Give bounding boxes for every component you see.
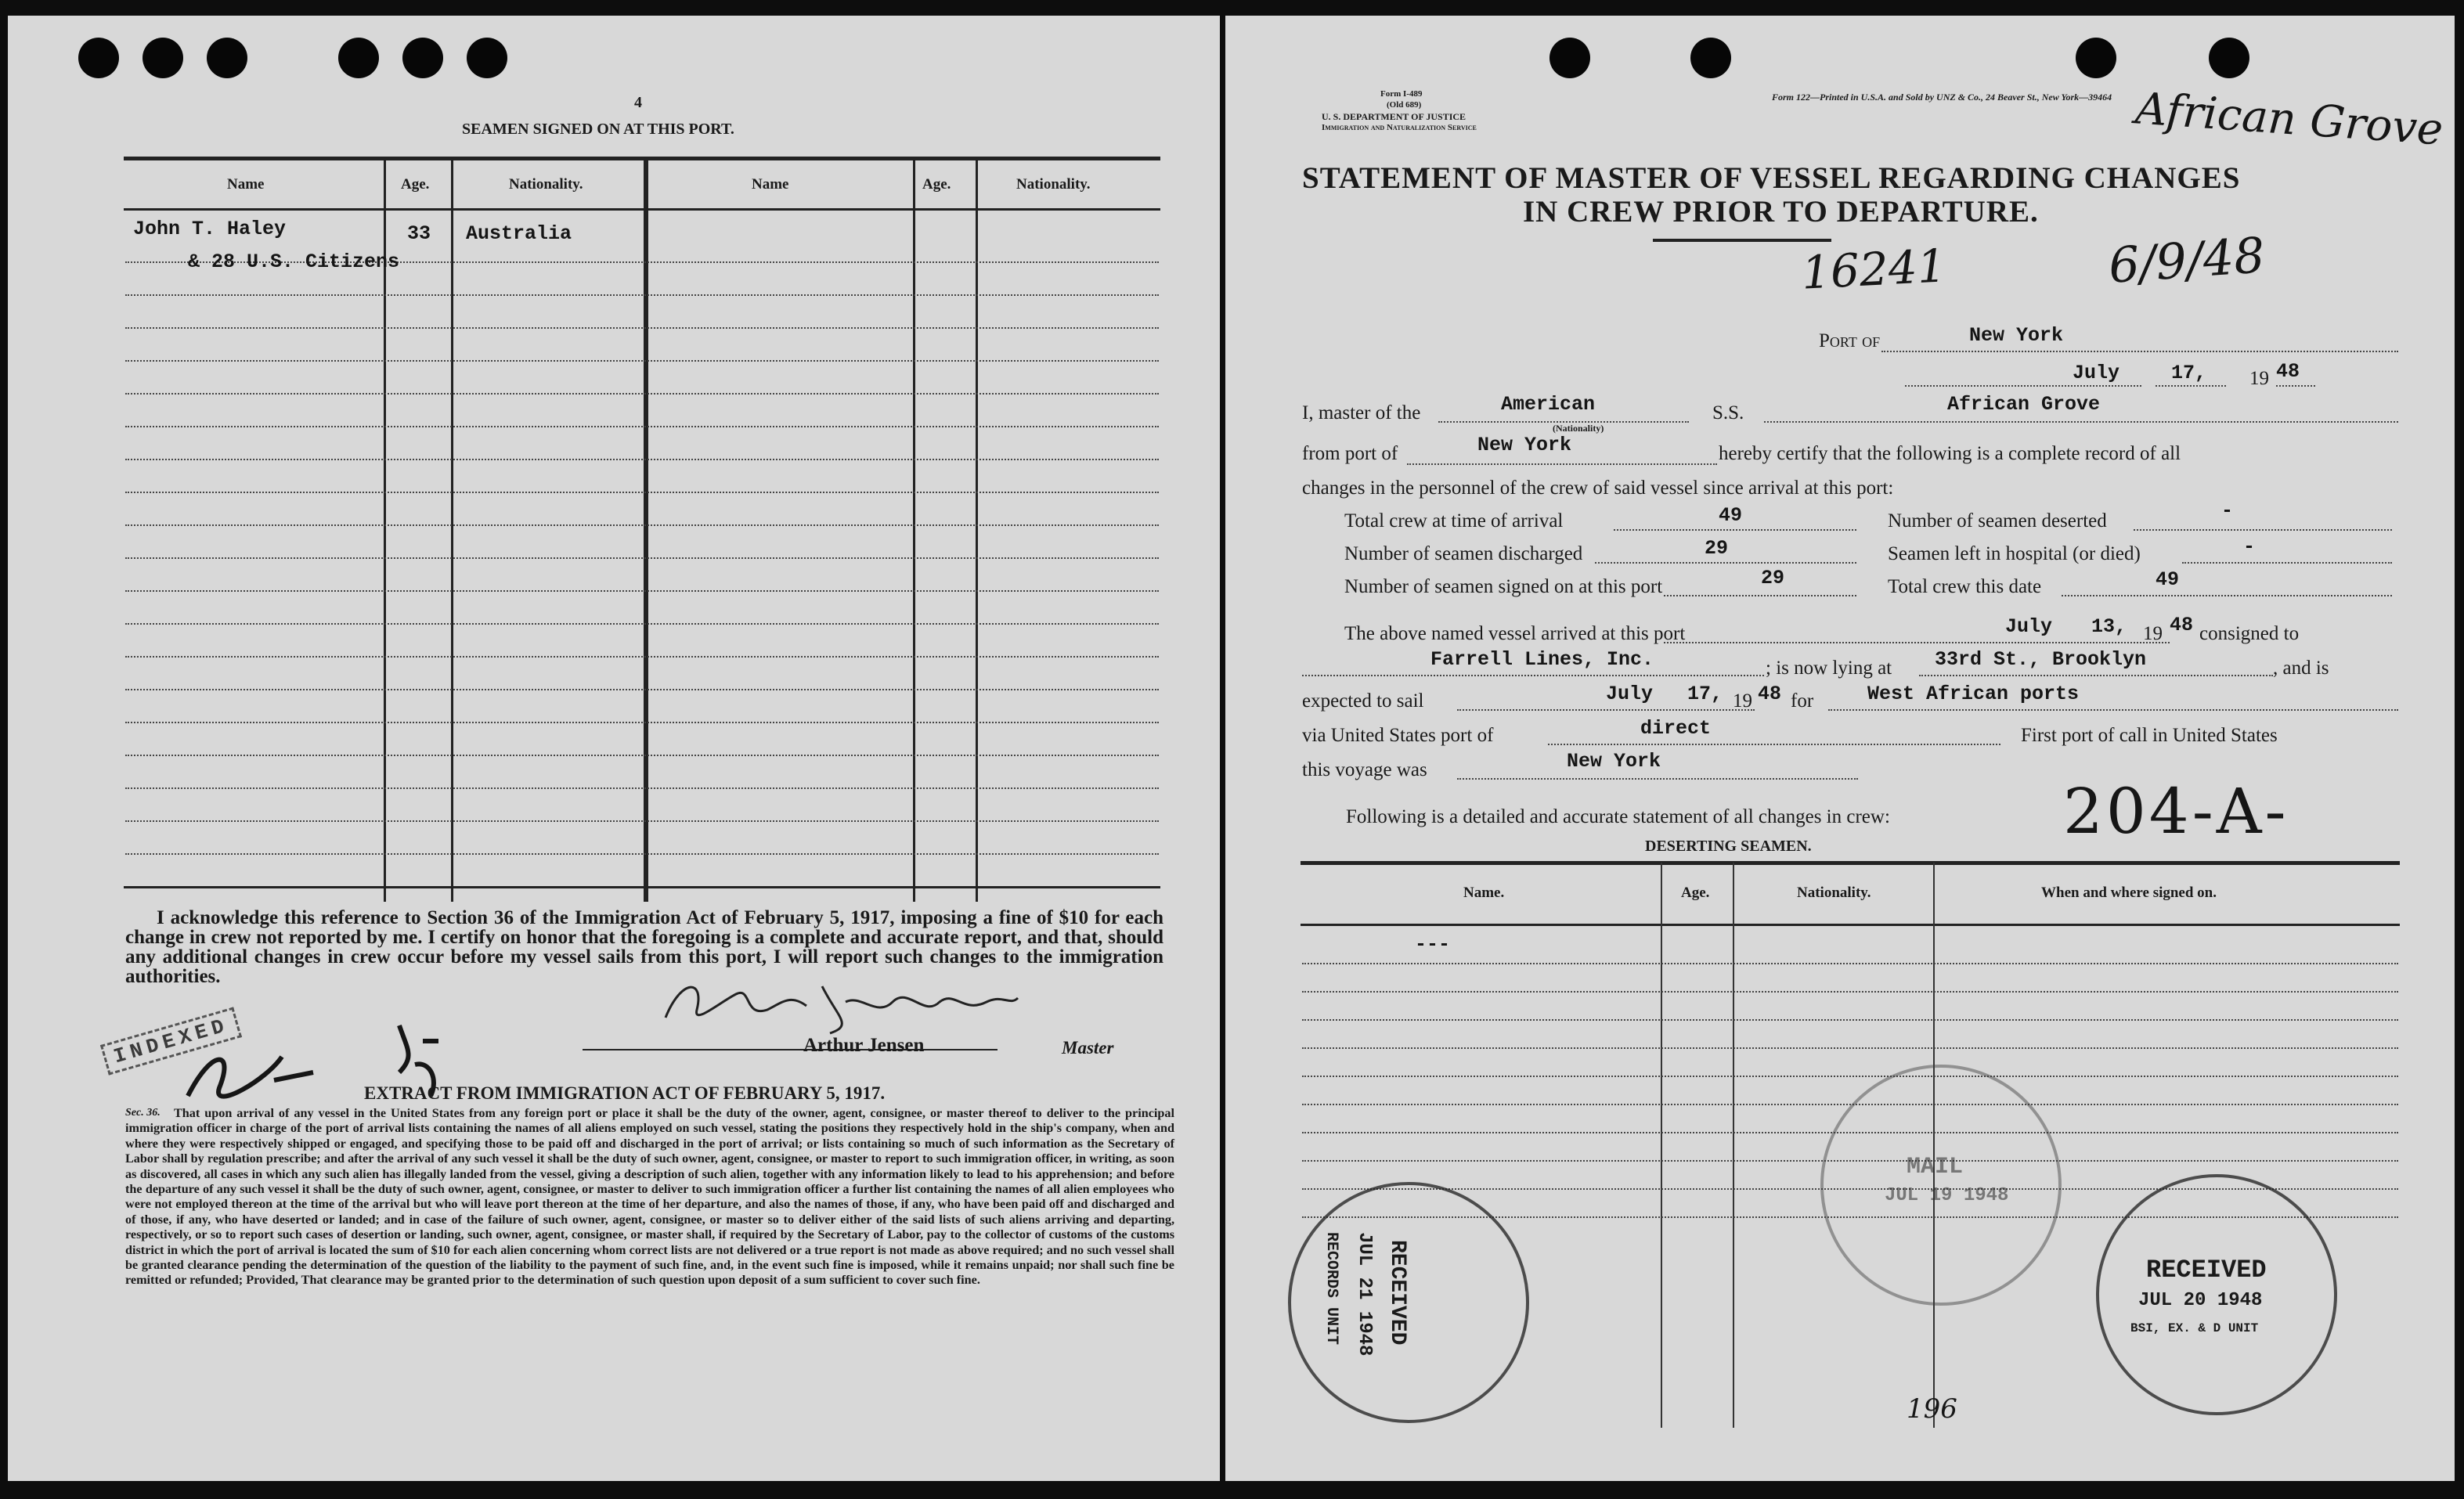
- sail-year: 48: [1758, 683, 1782, 705]
- col-header-age-2: Age.: [922, 176, 951, 193]
- row-line: [125, 755, 1159, 756]
- handwritten-ship-name: African Grove: [2134, 83, 2445, 156]
- lying-label: ; is now lying at: [1766, 658, 1892, 679]
- page-number: 4: [634, 94, 642, 111]
- punch-hole: [207, 38, 247, 78]
- deserted-label: Number of seamen deserted: [1888, 510, 2107, 531]
- row-line: [125, 787, 1159, 789]
- extract-title: EXTRACT FROM IMMIGRATION ACT OF FEBRUARY 5, 1917.: [364, 1083, 886, 1103]
- from-port-value: New York: [1477, 434, 1572, 456]
- arrived-day: 13,: [2091, 615, 2127, 638]
- punch-hole: [2076, 38, 2116, 78]
- row-line: [125, 492, 1159, 493]
- row-line: [1302, 1019, 2398, 1021]
- date-month: July: [2073, 362, 2120, 384]
- desert-column-divider: [1661, 863, 1662, 1428]
- date-day: 17,: [2171, 362, 2207, 384]
- row-line: [125, 524, 1159, 526]
- row-line: [125, 689, 1159, 690]
- ss-label: S.S.: [1712, 402, 1744, 423]
- master-name: Arthur Jensen: [803, 1035, 925, 1056]
- field-line: [1764, 421, 2398, 423]
- column-divider: [644, 158, 648, 902]
- field-line: [1881, 351, 2398, 352]
- seaman-nationality: Australia: [466, 222, 572, 245]
- signature-line: [583, 1049, 998, 1050]
- discharged-value: 29: [1705, 537, 1729, 560]
- desert-col-signed-on: When and where signed on.: [2041, 885, 2217, 901]
- arrived-year: 48: [2170, 614, 2194, 636]
- field-line: [1407, 463, 1717, 465]
- punch-hole: [338, 38, 379, 78]
- certify-text: hereby certify that the following is a complete record of all: [1719, 443, 2181, 464]
- col-header-age: Age.: [401, 176, 430, 193]
- total-date-value: 49: [2156, 568, 2180, 591]
- following-text: Following is a detailed and accurate statement of all changes in crew:: [1346, 806, 1890, 827]
- records-unit-text: RECORDS UNIT: [1322, 1232, 1340, 1346]
- received-stamp-right-date: JUL 20 1948: [2138, 1290, 2263, 1311]
- extract-section: Sec. 36.: [125, 1107, 161, 1119]
- row-line: [125, 853, 1159, 855]
- via-port: direct: [1640, 717, 1712, 740]
- handwritten-file-number: 16241: [1800, 239, 1948, 300]
- discharged-label: Number of seamen discharged: [1344, 543, 1583, 564]
- port-value: New York: [1969, 324, 2064, 347]
- desert-table-top: [1301, 861, 2400, 865]
- field-line: [1595, 562, 1856, 564]
- field-line: [2134, 529, 2392, 531]
- punch-hole: [402, 38, 443, 78]
- col-header-name-2: Name: [752, 176, 789, 193]
- changes-text: changes in the personnel of the crew of said vessel since arrival at this port:: [1302, 477, 1894, 499]
- column-divider: [451, 158, 453, 902]
- total-date-label: Total crew this date: [1888, 576, 2042, 597]
- punch-hole: [467, 38, 507, 78]
- title-rule: [1653, 239, 1831, 242]
- desert-col-age: Age.: [1681, 885, 1710, 901]
- master-label: Master: [1062, 1038, 1114, 1058]
- field-line: [1828, 709, 2398, 711]
- voyage-label: this voyage was: [1302, 759, 1427, 780]
- column-divider: [913, 158, 915, 902]
- from-port-label: from port of: [1302, 443, 1398, 464]
- form-back-page: [8, 16, 1220, 1481]
- form-number: Form I-489: [1380, 89, 1423, 99]
- received-stamp-left-date: JUL 21 1948: [1354, 1232, 1375, 1357]
- consignee: Farrell Lines, Inc.: [1430, 648, 1654, 671]
- port-label: Port of: [1819, 330, 1881, 351]
- field-line: [1548, 744, 2000, 745]
- form-title-line2: IN CREW PRIOR TO DEPARTURE.: [1523, 195, 2039, 229]
- sail-year-prefix: 19: [1733, 690, 1752, 712]
- handwritten-date: 6/9/48: [2106, 226, 2267, 294]
- field-line: [1457, 709, 1755, 711]
- for-label: for: [1791, 690, 1814, 712]
- punch-hole: [143, 38, 183, 78]
- field-line: [1302, 675, 1764, 676]
- row-line: [125, 393, 1159, 395]
- received-stamp-right: [2096, 1174, 2337, 1415]
- field-line: [2156, 385, 2226, 387]
- desert-entry: ---: [1415, 933, 1451, 956]
- first-call-value: New York: [1567, 750, 1661, 773]
- master-of-label: I, master of the: [1302, 402, 1421, 423]
- mail-stamp-text: MAIL: [1907, 1154, 1964, 1180]
- row-line: [125, 294, 1159, 296]
- field-line: [2276, 385, 2315, 387]
- indexed-stamp: INDEXED: [100, 1007, 242, 1075]
- punch-hole: [1690, 38, 1731, 78]
- field-line: [2062, 595, 2392, 596]
- vessel-name: African Grove: [1947, 393, 2101, 416]
- handwritten-code: 204-A-: [2063, 775, 2289, 848]
- row-line: [125, 360, 1159, 362]
- desert-col-nationality: Nationality.: [1797, 885, 1871, 901]
- master-signature: [650, 971, 1026, 1041]
- punch-hole: [1549, 38, 1590, 78]
- total-arrival-value: 49: [1719, 504, 1743, 527]
- received-stamp-right-text: RECEIVED: [2146, 1256, 2267, 1285]
- field-line: [1664, 642, 2170, 643]
- table-header-rule: [124, 208, 1160, 211]
- sail-day: 17,: [1687, 683, 1723, 705]
- table-bottom-rule: [124, 886, 1160, 888]
- mail-stamp: [1820, 1065, 2062, 1306]
- row-line: [125, 820, 1159, 822]
- row-line: [1302, 991, 2398, 993]
- and-is-text: , and is: [2273, 658, 2329, 679]
- row-line: [1302, 963, 2398, 964]
- table-top-rule: [124, 157, 1160, 160]
- row-line: [125, 656, 1159, 658]
- mail-stamp-date: JUL 19 1948: [1885, 1185, 2009, 1206]
- signed-on-label: Number of seamen signed on at this port: [1344, 576, 1663, 597]
- field-line: [1664, 595, 1856, 596]
- lying-at: 33rd St., Brooklyn: [1935, 648, 2147, 671]
- hospital-label: Seamen left in hospital (or died): [1888, 543, 2141, 564]
- desert-col-name: Name.: [1463, 885, 1505, 901]
- field-line: [1614, 529, 1856, 531]
- service: Immigration and Naturalization Service: [1322, 123, 1477, 132]
- punch-hole: [2209, 38, 2249, 78]
- seaman-age: 33: [407, 222, 431, 245]
- consigned-label: consigned to: [2199, 623, 2300, 644]
- row-line: [125, 623, 1159, 625]
- bsi-unit-text: BSI, EX. & D UNIT: [2130, 1321, 2259, 1335]
- printer-imprint: Form 122—Printed in U.S.A. and Sold by UNZ & Co., 24 Beaver St., New York—39464: [1772, 92, 2112, 103]
- column-divider: [976, 158, 978, 902]
- field-line: [2182, 562, 2392, 564]
- row-line: [125, 426, 1159, 427]
- row-line: [125, 327, 1159, 329]
- extract-text: That upon arrival of any vessel in the United States from any foreign port or place it shall be the duty of the owner, agent, consignee, or master thereof to deliver to the principal immigration officer in charge of the port of arrival lists containing the names of all aliens employed on such vessel, stating the positions they respectively hold in the ship's company, when and where they were respectively shipped or engaged, and specifying those to be paid off and discharged in the port of arrival; or lists containing so much of such information as the Secretary of Labor shall by regulation prescribe; and after the arrival of any such vessel it shall be the duty of such owner, agent, consignee, or master to report to such immigration officer, in writing, as soon as discovered, all cases in which any such alien has illegally landed from the vessel, giving a description of such alien, together with any information likely to lead to his apprehension; and before the departure of any such vessel it shall be the duty of such owner, agent, consignee, or master to deliver to such immigration officer a further list containing the names of all alien employees who were not employed thereon at the time of the arrival but who will leave port thereon at the time of her departure, and also the names of those, if any, who have been paid off and discharged and of those, if any, who have deserted or landed; and in case of the failure of such owner, agent, consignee, or master so to deliver either of the said lists of such aliens arriving and departing, respectively, or so to report such cases of desertion or landing, such owner, agent, consignee, or master shall, if required by the Secretary of Labor, pay to the collector of customs of the customs district in which the port of arrival is located the sum of $10 for each alien concerning whom correct lists are not delivered or a true report is not made as above required; and no such vessel shall be granted clearance pending the determination of the question of the liability to the payment of such fine, and, in the event such fine is imposed, while it remains unpaid; nor shall such fine be remitted or refunded; Provided, That clearance may be granted prior to the determination of such question upon deposit of a sum sufficient to cover such fine.: [125, 1106, 1174, 1288]
- seaman-name: John T. Haley: [133, 218, 287, 240]
- row-line: [1302, 1076, 2398, 1077]
- field-line: [1919, 675, 2273, 676]
- row-line: [125, 459, 1159, 460]
- arrived-year-prefix: 19: [2143, 623, 2163, 644]
- punch-hole: [78, 38, 119, 78]
- nationality-caption: (Nationality): [1553, 423, 1604, 434]
- row-line: [125, 557, 1159, 559]
- col-header-nationality-2: Nationality.: [1016, 176, 1091, 193]
- department: U. S. DEPARTMENT OF JUSTICE: [1322, 111, 1466, 122]
- row-line: [1302, 1047, 2398, 1049]
- expected-label: expected to sail: [1302, 690, 1424, 712]
- col-header-name: Name: [227, 176, 265, 193]
- date-year-prefix: 19: [2249, 368, 2269, 389]
- received-stamp-left: [1288, 1182, 1529, 1423]
- received-stamp-left-text: RECEIVED: [1385, 1240, 1409, 1346]
- desert-column-divider: [1733, 863, 1734, 1428]
- vessel-nationality: American: [1501, 393, 1596, 416]
- arrived-month: July: [2005, 615, 2053, 638]
- col-header-nationality: Nationality.: [509, 176, 583, 193]
- via-label: via United States port of: [1302, 725, 1494, 746]
- deserting-title: DESERTING SEAMEN.: [1645, 838, 1812, 855]
- destination: West African ports: [1867, 683, 2080, 705]
- acknowledgement-text: I acknowledge this reference to Section 36 of the Immigration Act of February 5, 1917, imposing a fine of $10 for each change in crew not reported by me. I certify on honor that the foregoing is a complete and accurate report, and that, should any additional changes in crew occur before my vessel sails from this port, I will report such changes to the immigration authorities.: [125, 907, 1163, 987]
- form-title-line1: STATEMENT OF MASTER OF VESSEL REGARDING CHANGES: [1302, 161, 2241, 195]
- desert-table-header-rule: [1301, 924, 2400, 926]
- field-line: [1457, 778, 1858, 780]
- page-folio: 196: [1907, 1393, 1957, 1425]
- section-title: SEAMEN SIGNED ON AT THIS PORT.: [462, 121, 734, 138]
- seaman-citizens-note: & 28 U.S. Citizens: [188, 250, 400, 273]
- form-front-page: [1225, 16, 2455, 1481]
- field-line: [1905, 385, 2141, 387]
- total-arrival-label: Total crew at time of arrival: [1344, 510, 1564, 531]
- arrived-label: The above named vessel arrived at this port: [1344, 623, 1686, 644]
- sail-month: July: [1606, 683, 1654, 705]
- row-line: [125, 722, 1159, 723]
- row-line: [125, 590, 1159, 592]
- date-year: 48: [2276, 360, 2300, 383]
- signed-on-value: 29: [1761, 567, 1785, 589]
- form-old-number: (Old 689): [1387, 100, 1422, 110]
- hospital-value: -: [2243, 535, 2256, 558]
- deserted-value: -: [2221, 499, 2234, 522]
- first-call-label: First port of call in United States: [2021, 725, 2278, 746]
